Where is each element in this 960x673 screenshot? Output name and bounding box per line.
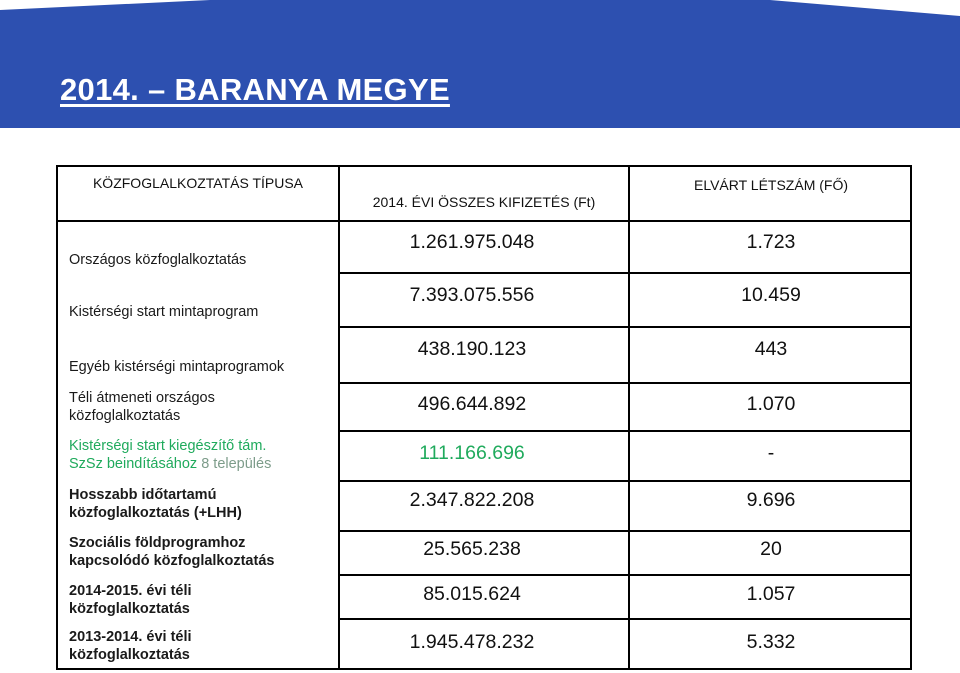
- row-divider: [338, 530, 910, 532]
- header-headcount: ELVÁRT LÉTSZÁM (FŐ): [693, 177, 849, 193]
- headcount-value: 443: [754, 338, 788, 360]
- headcount-value: 1.723: [746, 231, 796, 253]
- row-label: 2013-2014. évi téli közfoglalkoztatás: [69, 629, 192, 663]
- headcount-value: 10.459: [741, 284, 801, 306]
- row-label: Hosszabb időtartamú közfoglalkoztatás (+LHH): [69, 487, 242, 521]
- headcount-value: 1.057: [746, 583, 796, 605]
- headcount-value: 9.696: [746, 489, 796, 511]
- payment-value: 1.945.478.232: [409, 631, 535, 653]
- row-label: Országos közfoglalkoztatás: [69, 252, 247, 268]
- page-title: 2014. – BARANYA MEGYE: [60, 72, 450, 107]
- payment-value: 2.347.822.208: [409, 489, 535, 511]
- headcount-value: 20: [760, 538, 782, 560]
- funding-table: [56, 165, 912, 670]
- header-payment: 2014. ÉVI ÖSSZES KIFIZETÉS (Ft): [372, 194, 596, 210]
- row-divider: [338, 574, 910, 576]
- row-divider: [338, 430, 910, 432]
- payment-value: 85.015.624: [423, 583, 521, 605]
- row-label-tail: 8 település: [197, 456, 272, 472]
- row-label-line2: SzSz beindításához: [69, 456, 198, 472]
- title-banner: [0, 0, 960, 128]
- headcount-value: -: [767, 442, 775, 464]
- row-label: Kistérségi start mintaprogram: [69, 304, 259, 320]
- row-label-line1: Kistérségi start kiegészítő tám.: [69, 438, 267, 454]
- payment-value: 496.644.892: [417, 393, 527, 415]
- headcount-value: 5.332: [746, 631, 796, 653]
- row-label: Egyéb kistérségi mintaprogramok: [69, 359, 285, 375]
- payment-value-highlighted: 111.166.696: [419, 442, 525, 464]
- payment-value: 438.190.123: [417, 338, 527, 360]
- row-divider: [338, 480, 910, 482]
- header-type: KÖZFOGLALKOZTATÁS TÍPUSA: [92, 175, 304, 191]
- header-divider: [58, 220, 910, 222]
- payment-value: 7.393.075.556: [409, 284, 535, 306]
- row-label: Téli átmeneti országos közfoglalkoztatás: [69, 390, 215, 424]
- row-label: 2014-2015. évi téli közfoglalkoztatás: [69, 583, 192, 617]
- row-divider: [338, 272, 910, 274]
- row-divider: [338, 618, 910, 620]
- headcount-value: 1.070: [746, 393, 796, 415]
- payment-value: 25.565.238: [423, 538, 521, 560]
- row-label: Szociális földprogramhoz kapcsolódó közfoglalkoztatás: [69, 535, 275, 569]
- row-label-highlighted: [69, 437, 329, 473]
- payment-value: 1.261.975.048: [409, 231, 535, 253]
- row-divider: [338, 326, 910, 328]
- row-divider: [338, 382, 910, 384]
